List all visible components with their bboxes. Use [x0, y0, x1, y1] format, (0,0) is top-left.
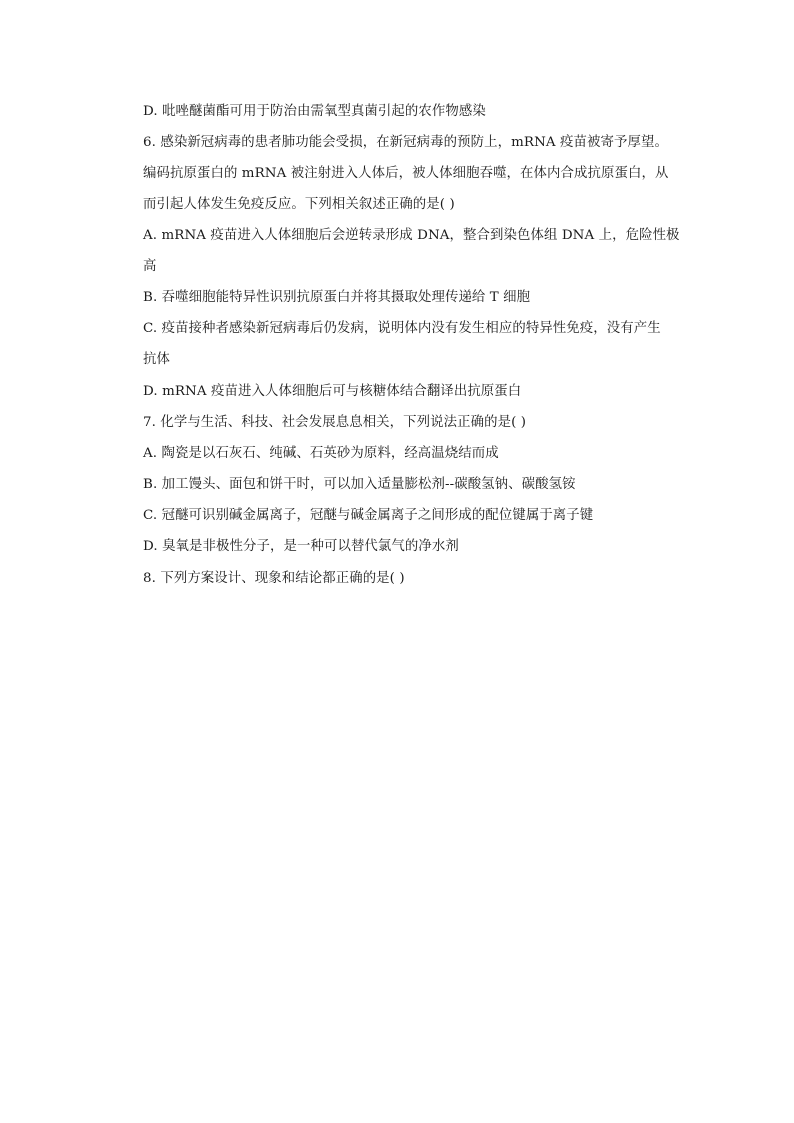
- q6-option-b: B. 吞噬细胞能特异性识别抗原蛋白并将其摄取处理传递给 T 细胞: [143, 290, 531, 305]
- q7-stem: 7. 化学与生活、科技、社会发展息息相关，下列说法正确的是( ): [143, 415, 527, 430]
- q6-option-d: D. mRNA 疫苗进入人体细胞后可与核糖体结合翻译出抗原蛋白: [143, 384, 522, 399]
- q6-option-c-line-1: C. 疫苗接种者感染新冠病毒后仍发病，说明体内没有发生相应的特异性免疫，没有产生: [143, 321, 661, 336]
- q7-option-c: C. 冠醚可识别碱金属离子，冠醚与碱金属离子之间形成的配位键属于离子键: [143, 508, 594, 523]
- q5-option-d: D. 吡唑醚菌酯可用于防治由需氧型真菌引起的农作物感染: [143, 104, 486, 119]
- q6-stem-line-3: 而引起人体发生免疫反应。下列相关叙述正确的是( ): [143, 197, 455, 212]
- q6-option-a-line-1: A. mRNA 疫苗进入人体细胞后会逆转录形成 DNA，整合到染色体组 DNA 上，危险性极: [143, 228, 680, 243]
- q6-stem-line-2: 编码抗原蛋白的 mRNA 被注射进入人体后，被人体细胞吞噬，在体内合成抗原蛋白，从: [143, 166, 669, 181]
- q8-stem: 8. 下列方案设计、现象和结论都正确的是( ): [143, 571, 405, 586]
- q7-option-d: D. 臭氧是非极性分子，是一种可以替代氯气的净水剂: [143, 539, 459, 554]
- q6-stem-line-1: 6. 感染新冠病毒的患者肺功能会受损，在新冠病毒的预防上，mRNA 疫苗被寄予厚望。: [143, 135, 668, 150]
- q7-option-b: B. 加工馒头、面包和饼干时，可以加入适量膨松剂--碳酸氢钠、碳酸氢铵: [143, 477, 576, 492]
- q6-option-c-line-2: 抗体: [143, 352, 170, 367]
- q6-option-a-line-2: 高: [143, 259, 157, 274]
- q7-option-a: A. 陶瓷是以石灰石、纯碱、石英砂为原料，经高温烧结而成: [143, 446, 499, 461]
